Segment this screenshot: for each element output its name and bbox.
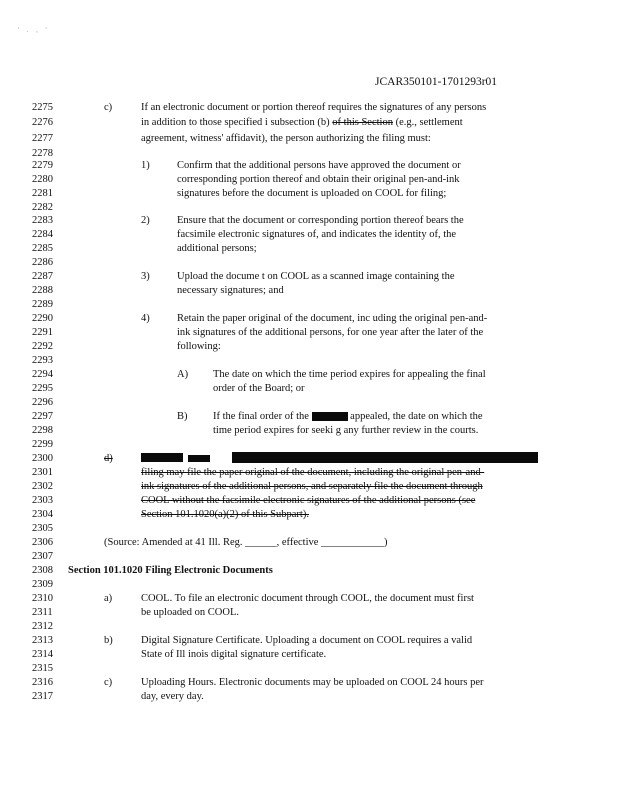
- item-marker: d): [104, 453, 113, 464]
- item-c-text: [141, 117, 463, 129]
- line-number: 2290: [32, 313, 53, 324]
- line-number: 2300: [32, 453, 53, 464]
- redaction-box: [141, 453, 183, 462]
- line-number: 2296: [32, 397, 53, 408]
- sub-item-marker: 1): [141, 160, 150, 171]
- sub-sub-item-marker: B): [177, 411, 188, 422]
- section-heading: Section 101.1020 Filing Electronic Documents: [68, 565, 273, 576]
- line-number: 2283: [32, 215, 53, 226]
- text-run: appealed, the date on which the: [347, 411, 483, 422]
- item-marker: b): [104, 635, 113, 646]
- sub-item-text: necessary signatures; and: [177, 285, 284, 296]
- scan-marks: ' . , ': [18, 28, 50, 34]
- item-b-text: Digital Signature Certificate. Uploading a document on COOL requires a valid: [141, 635, 473, 646]
- line-number: 2298: [32, 425, 53, 436]
- item-b-text: State of Ill inois digital signature certificate.: [141, 649, 327, 660]
- line-number: 2303: [32, 495, 53, 506]
- item-marker: c): [104, 677, 113, 688]
- struck-text: of this Section: [332, 117, 393, 128]
- line-number: 2314: [32, 649, 53, 660]
- sub-sub-item-text: The date on which the time period expires for appealing the final: [213, 369, 486, 380]
- line-number: 2275: [32, 102, 53, 113]
- line-number: 2276: [32, 117, 53, 128]
- sub-sub-item-text: [213, 411, 483, 423]
- line-number: 2316: [32, 677, 53, 688]
- text-run: in addition to those specified i subsection (b): [141, 117, 333, 128]
- redaction-box: [188, 455, 210, 462]
- line-number: 2293: [32, 355, 53, 366]
- source-note: (Source: Amended at 41 Ill. Reg. ______, effective ____________): [104, 537, 388, 548]
- line-number: 2277: [32, 133, 53, 144]
- item-c-text: agreement, witness' affidavit), the person authorizing the filing must:: [141, 133, 431, 144]
- item-a-text: COOL. To file an electronic document through COOL, the document must first: [141, 593, 474, 604]
- line-number: 2288: [32, 285, 53, 296]
- sub-sub-item-text: time period expires for seeki g any further review in the courts.: [213, 425, 479, 436]
- line-number: 2299: [32, 439, 53, 450]
- sub-item-marker: 2): [141, 215, 150, 226]
- sub-item-marker: 4): [141, 313, 150, 324]
- item-d-text: ink signatures of the additional persons, and separately file the document through: [141, 481, 483, 492]
- line-number: 2281: [32, 188, 53, 199]
- text-run: If the final order of the: [213, 411, 312, 422]
- item-d-text: Section 101.1020(a)(2) of this Subpart).: [141, 509, 309, 520]
- sub-item-text: corresponding portion thereof and obtain their original pen-and-ink: [177, 174, 460, 185]
- sub-item-text: following:: [177, 341, 221, 352]
- sub-item-text: facsimile electronic signatures of, and indicates the identity of, the: [177, 229, 457, 240]
- item-c-text: If an electronic document or portion thereof requires the signatures of any persons: [141, 102, 487, 113]
- line-number: 2312: [32, 621, 53, 632]
- redaction-box: [232, 452, 538, 463]
- line-number: 2292: [32, 341, 53, 352]
- item-c2-text: Uploading Hours. Electronic documents may be uploaded on COOL 24 hours per: [141, 677, 484, 688]
- line-number: 2295: [32, 383, 53, 394]
- line-number: 2297: [32, 411, 53, 422]
- line-number: 2304: [32, 509, 53, 520]
- line-number: 2302: [32, 481, 53, 492]
- sub-item-text: ink signatures of the additional persons, for one year after the later of the: [177, 327, 484, 338]
- redaction-box: [312, 412, 348, 421]
- line-number: 2287: [32, 271, 53, 282]
- text-run: (e.g., settlement: [392, 117, 463, 128]
- line-number: 2317: [32, 691, 53, 702]
- sub-item-text: Ensure that the document or corresponding portion thereof bears the: [177, 215, 464, 226]
- item-c2-text: day, every day.: [141, 691, 204, 702]
- line-number: 2313: [32, 635, 53, 646]
- sub-sub-item-marker: A): [177, 369, 189, 380]
- line-number: 2278: [32, 148, 53, 159]
- sub-item-text: signatures before the document is uploaded on COOL for filing;: [177, 188, 447, 199]
- line-number: 2282: [32, 202, 53, 213]
- line-number: 2307: [32, 551, 53, 562]
- sub-sub-item-text: order of the Board; or: [213, 383, 305, 394]
- line-number: 2309: [32, 579, 53, 590]
- sub-item-text: Upload the docume t on COOL as a scanned image containing the: [177, 271, 455, 282]
- sub-item-text: additional persons;: [177, 243, 257, 254]
- line-number: 2279: [32, 160, 53, 171]
- item-marker: c): [104, 102, 113, 113]
- line-number: 2305: [32, 523, 53, 534]
- item-marker: a): [104, 593, 113, 604]
- item-d-text: filing may file the paper original of the document, including the original pen-and-: [141, 467, 485, 478]
- line-number: 2294: [32, 369, 53, 380]
- sub-item-text: Confirm that the additional persons have approved the document or: [177, 160, 461, 171]
- line-number: 2306: [32, 537, 53, 548]
- line-number: 2311: [32, 607, 53, 618]
- line-number: 2280: [32, 174, 53, 185]
- line-number: 2285: [32, 243, 53, 254]
- item-d-text: COOL without the facsimile electronic signatures of the additional persons (see: [141, 495, 476, 506]
- sub-item-marker: 3): [141, 271, 150, 282]
- line-number: 2308: [32, 565, 53, 576]
- item-a-text: be uploaded on COOL.: [141, 607, 239, 618]
- document-id: JCAR350101-1701293r01: [375, 76, 498, 88]
- sub-item-text: Retain the paper original of the document, inc uding the original pen-and-: [177, 313, 488, 324]
- line-number: 2286: [32, 257, 53, 268]
- line-number: 2310: [32, 593, 53, 604]
- line-number: 2301: [32, 467, 53, 478]
- line-number: 2284: [32, 229, 53, 240]
- line-number: 2291: [32, 327, 53, 338]
- line-number: 2315: [32, 663, 53, 674]
- line-number: 2289: [32, 299, 53, 310]
